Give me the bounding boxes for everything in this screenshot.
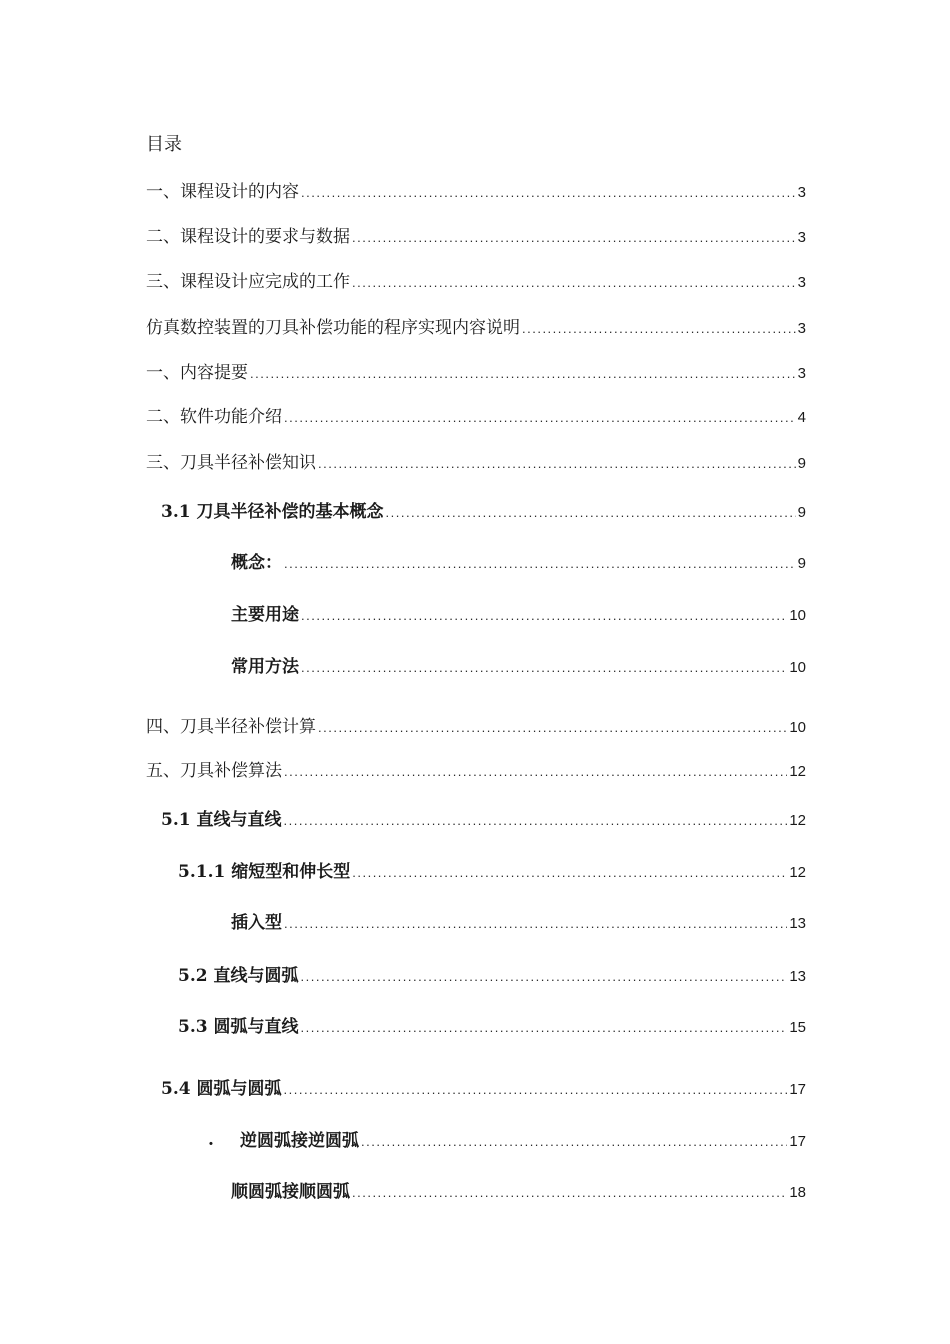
toc-entry[interactable]	[146, 451, 806, 475]
toc-leader	[301, 656, 787, 680]
toc-entry-label: 逆圆弧接逆圆弧	[240, 1131, 359, 1151]
toc-entry[interactable]	[231, 911, 806, 935]
toc-entry-page: 13	[789, 915, 806, 932]
toc-entry[interactable]	[146, 405, 806, 429]
toc-leader	[522, 317, 796, 341]
toc-entry[interactable]	[146, 180, 806, 204]
toc-entry[interactable]	[146, 316, 806, 340]
toc-entry-label: 概念：	[231, 553, 282, 573]
toc-entry[interactable]	[161, 808, 806, 832]
bullet-mark: .	[208, 1130, 214, 1150]
toc-entry-page: 18	[789, 1184, 806, 1201]
toc-entry-label: 三、刀具半径补偿知识	[146, 453, 316, 473]
toc-entry-label: 5.3 圆弧与直线	[178, 1017, 299, 1037]
toc-entry-page: 17	[789, 1133, 806, 1150]
toc-entry-page: 12	[789, 812, 806, 829]
toc-entry-label: 四、刀具半径补偿计算	[146, 717, 316, 737]
toc-entry[interactable]	[178, 1015, 806, 1039]
toc-entry[interactable]	[161, 500, 806, 524]
toc-entry-page: 10	[789, 719, 806, 736]
toc-entry-label: 常用方法	[231, 657, 299, 677]
toc-leader	[301, 1016, 788, 1040]
toc-entry-label: 一、课程设计的内容	[146, 182, 299, 202]
toc-entry-page: 13	[789, 968, 806, 985]
toc-leader	[250, 362, 796, 386]
toc-entry-page: 3	[797, 320, 806, 337]
toc-entry[interactable]	[146, 225, 806, 249]
toc-entry-label: 三、课程设计应完成的工作	[146, 272, 350, 292]
toc-entry-label: 5.4 圆弧与圆弧	[161, 1079, 282, 1099]
toc-entry-page: 3	[797, 184, 806, 201]
toc-leader	[352, 1181, 787, 1205]
toc-entry-label: 3.1 刀具半径补偿的基本概念	[161, 502, 384, 522]
toc-entry[interactable]	[146, 361, 806, 385]
toc-entry-label: 5.2 直线与圆弧	[178, 966, 299, 986]
toc-leader	[284, 912, 787, 936]
toc-leader	[284, 760, 787, 784]
toc-entry[interactable]	[240, 1129, 806, 1153]
toc-entry-page: 12	[789, 864, 806, 881]
toc-entry-page: 9	[797, 504, 806, 521]
toc-leader	[386, 501, 796, 525]
toc-entry-page: 15	[789, 1019, 806, 1036]
toc-leader	[301, 604, 787, 628]
toc-entry[interactable]	[178, 860, 806, 884]
toc-leader	[361, 1130, 787, 1154]
toc-entry[interactable]	[231, 603, 806, 627]
toc-entry[interactable]	[231, 655, 806, 679]
toc-entry-label: 一、内容提要	[146, 363, 248, 383]
toc-entry-label: 二、软件功能介绍	[146, 407, 282, 427]
toc-entry-label: 主要用途	[231, 605, 299, 625]
toc-entry[interactable]	[231, 551, 806, 575]
toc-entry-label: 五、刀具补偿算法	[146, 761, 282, 781]
toc-leader	[301, 181, 796, 205]
toc-entry-label: 插入型	[231, 913, 282, 933]
toc-leader	[284, 406, 796, 430]
toc-entry[interactable]	[146, 759, 806, 783]
toc-leader	[284, 552, 796, 576]
toc-entry-page: 10	[789, 607, 806, 624]
toc-leader	[318, 452, 796, 476]
toc-entry-page: 3	[797, 365, 806, 382]
toc-entry-page: 3	[797, 274, 806, 291]
toc-entry-page: 9	[797, 555, 806, 572]
toc-entry-page: 4	[797, 409, 806, 426]
toc-leader	[284, 1078, 788, 1102]
toc-title: 目录	[146, 134, 182, 155]
toc-entry-page: 9	[797, 455, 806, 472]
toc-entry-label: 仿真数控装置的刀具补偿功能的程序实现内容说明	[146, 318, 520, 338]
toc-leader	[352, 861, 787, 885]
toc-entry[interactable]	[231, 1180, 806, 1204]
toc-entry-page: 10	[789, 659, 806, 676]
toc-entry[interactable]	[146, 715, 806, 739]
toc-entry[interactable]	[161, 1077, 806, 1101]
toc-entry-label: 二、课程设计的要求与数据	[146, 227, 350, 247]
toc-entry-label: 5.1 直线与直线	[161, 810, 282, 830]
toc-entry[interactable]	[146, 270, 806, 294]
toc-leader	[284, 809, 788, 833]
toc-entry-page: 12	[789, 763, 806, 780]
toc-entry-page: 17	[789, 1081, 806, 1098]
toc-leader	[352, 271, 796, 295]
toc-leader	[301, 965, 788, 989]
toc-entry-page: 3	[797, 229, 806, 246]
toc-leader	[352, 226, 796, 250]
toc-entry[interactable]	[178, 964, 806, 988]
toc-leader	[318, 716, 787, 740]
toc-entry-label: 顺圆弧接顺圆弧	[231, 1182, 350, 1202]
toc-entry-label: 5.1.1 缩短型和伸长型	[178, 862, 351, 882]
